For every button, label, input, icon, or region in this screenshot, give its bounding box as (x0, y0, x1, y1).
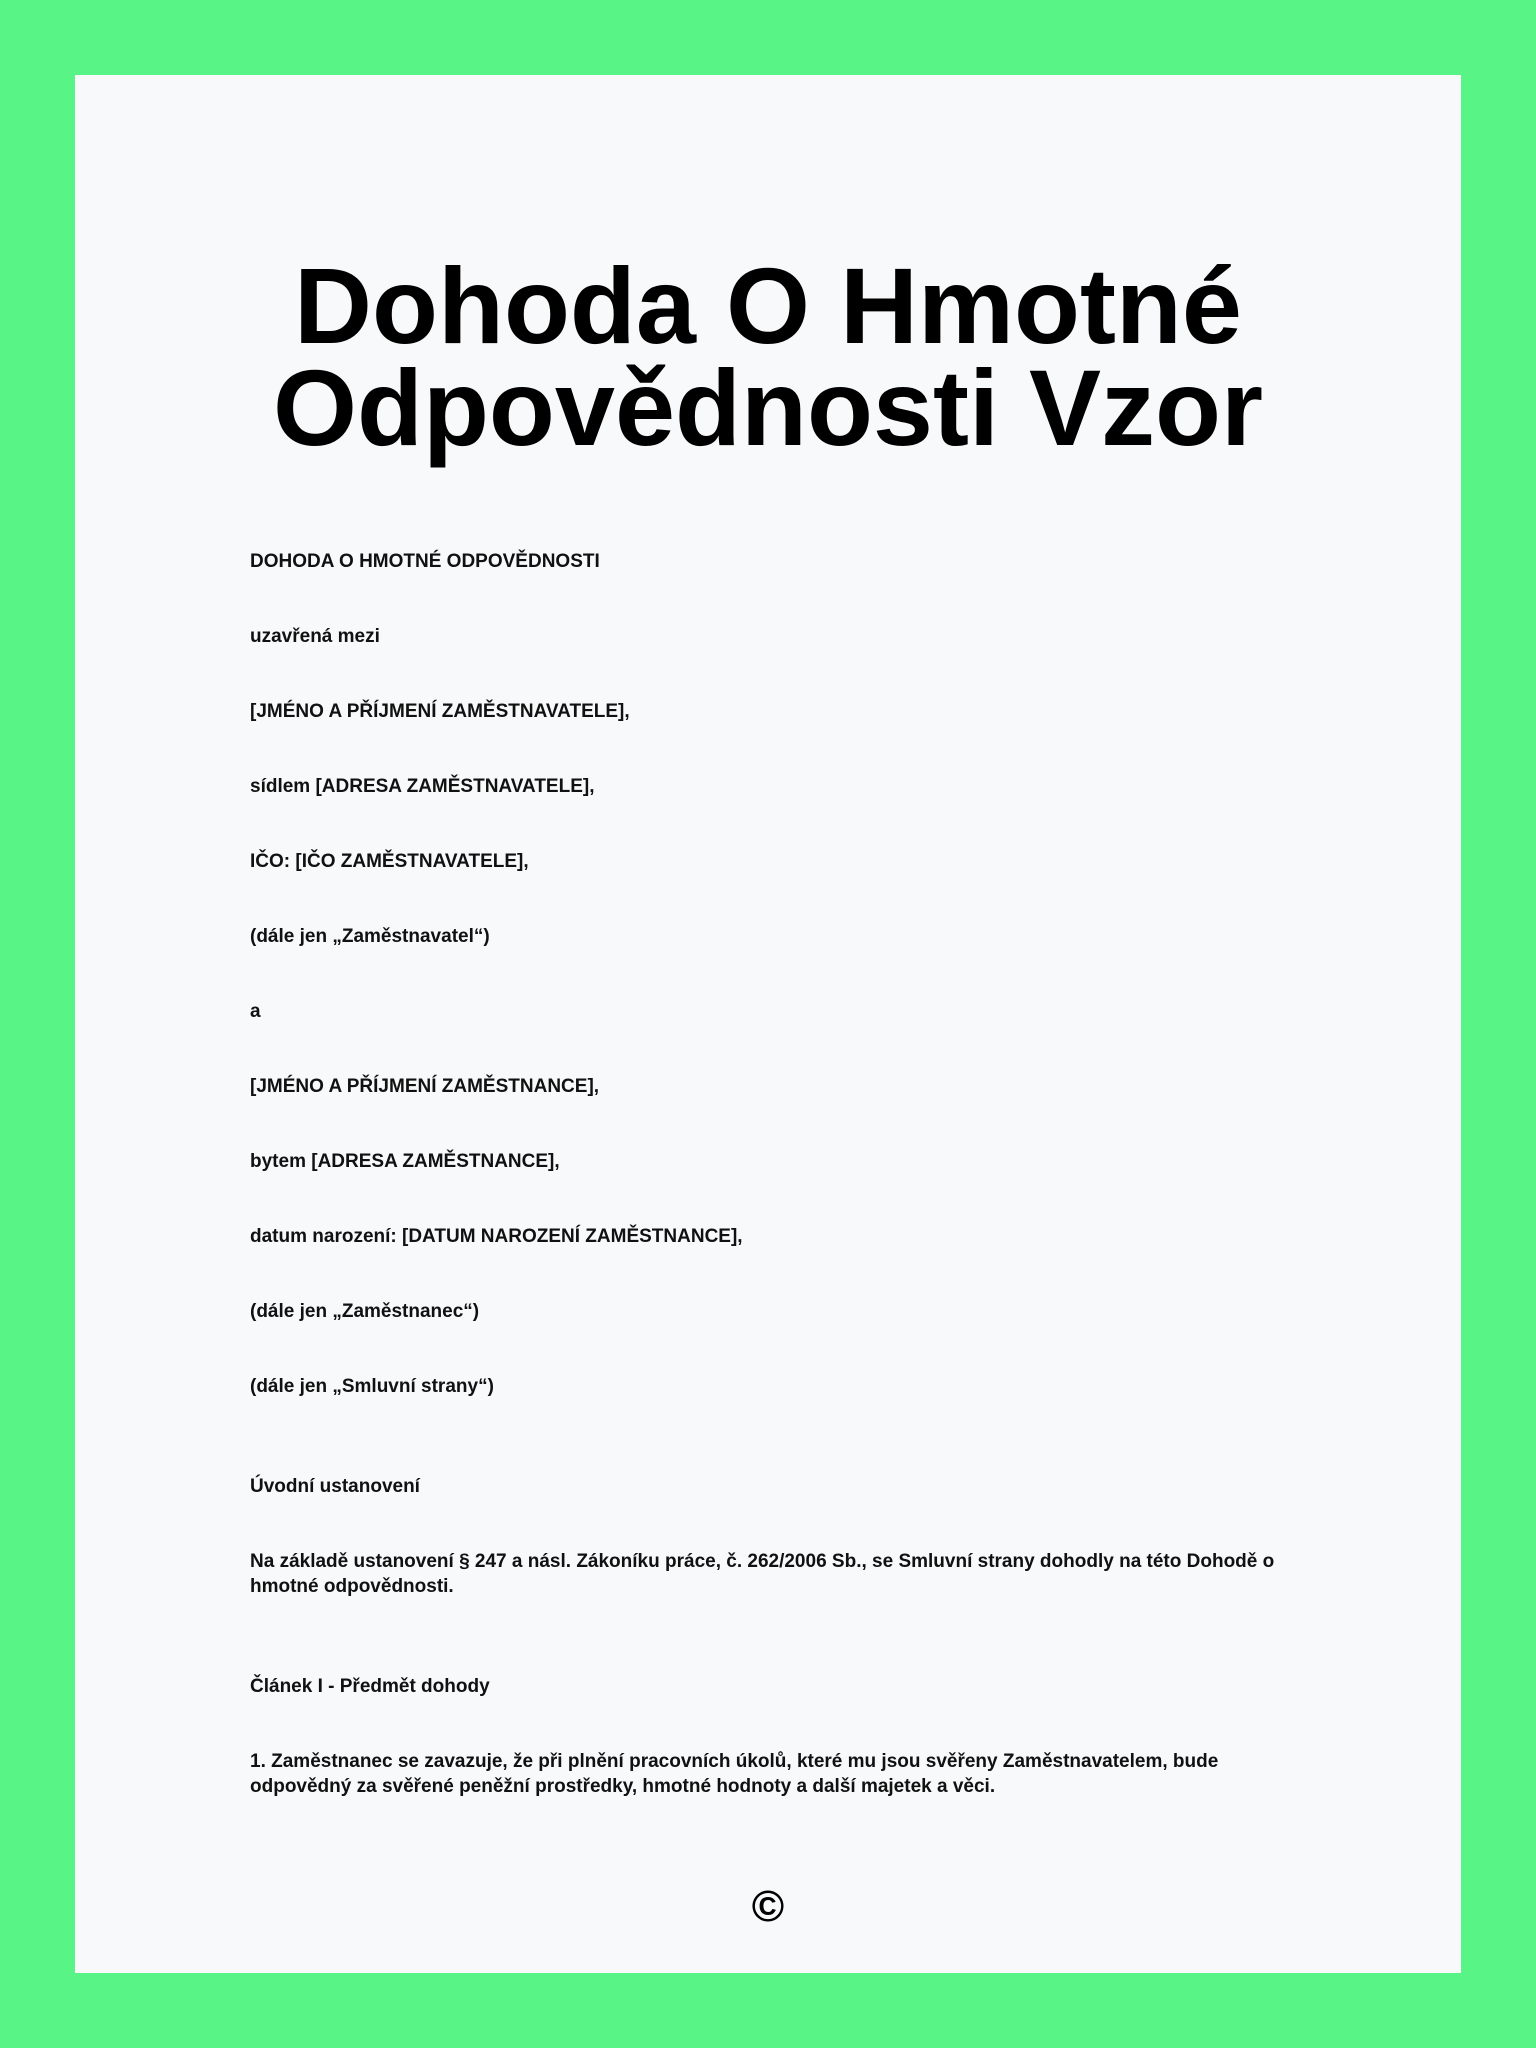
intro-section-heading: Úvodní ustanovení (250, 1476, 420, 1497)
employee-birthdate-placeholder: datum narození: [DATUM NAROZENÍ ZAMĚSTNANCE], (250, 1226, 743, 1247)
article-1-paragraph: 1. Zaměstnanec se zavazuje, že při plnění pracovních úkolů, které mu jsou svěřeny Zaměstnavatelem, bude odpovědný za svěřené peněžní prostředky, hmotné hodnoty a další majetek a věci. (250, 1751, 1219, 1797)
concluded-between-text: uzavřená mezi (250, 626, 380, 647)
title-line-2: Odpovědnosti Vzor (272, 347, 1264, 468)
agreement-heading: DOHODA O HMOTNÉ ODPOVĚDNOSTI (250, 551, 600, 572)
employee-alias: (dále jen „Zaměstnanec“) (250, 1301, 480, 1322)
employer-ico-placeholder: IČO: [IČO ZAMĚSTNAVATELE], (250, 851, 529, 872)
employer-address-placeholder: sídlem [ADRESA ZAMĚSTNAVATELE], (250, 776, 595, 797)
employer-alias: (dále jen „Zaměstnavatel“) (250, 926, 490, 947)
article-1-heading: Článek I - Předmět dohody (250, 1676, 490, 1697)
employer-name-placeholder: [JMÉNO A PŘÍJMENÍ ZAMĚSTNAVATELE], (250, 701, 630, 722)
document-title (75, 245, 1461, 468)
employee-address-placeholder: bytem [ADRESA ZAMĚSTNANCE], (250, 1151, 560, 1172)
document-page (75, 75, 1461, 1973)
parties-alias: (dále jen „Smluvní strany“) (250, 1376, 494, 1397)
copyright-icon: © (751, 1882, 785, 1931)
title-line-1: Dohoda O Hmotné (294, 245, 1242, 366)
employee-name-placeholder: [JMÉNO A PŘÍJMENÍ ZAMĚSTNANCE], (250, 1076, 600, 1097)
conjunction-text: a (250, 1001, 261, 1022)
intro-section-paragraph: Na základě ustanovení § 247 a násl. Zákoníku práce, č. 262/2006 Sb., se Smluvní strany dohodly na této Dohodě o hmotné odpovědnosti. (250, 1551, 1275, 1597)
